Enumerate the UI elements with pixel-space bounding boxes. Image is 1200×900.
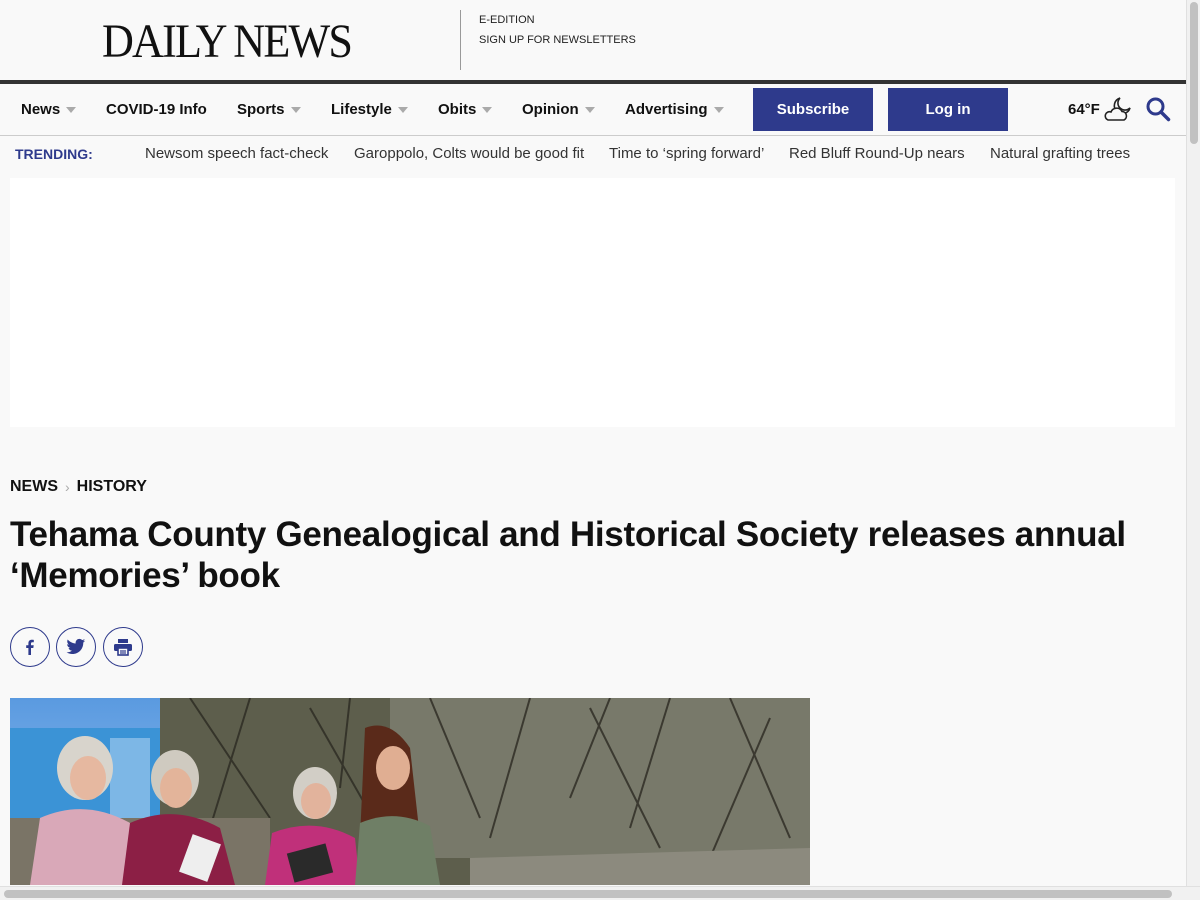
facebook-icon: [21, 638, 39, 656]
share-twitter-button[interactable]: [56, 627, 96, 667]
twitter-icon: [66, 638, 86, 656]
partly-cloudy-night-icon[interactable]: [1103, 95, 1133, 128]
newsletters-link[interactable]: SIGN UP FOR NEWSLETTERS: [479, 34, 636, 46]
nav-item-label: Advertising: [625, 101, 708, 118]
breadcrumb-history[interactable]: HISTORY: [76, 478, 147, 495]
site-logo[interactable]: DAILY NEWS: [102, 15, 352, 68]
main-nav: [0, 80, 1186, 136]
nav-item-label: Sports: [237, 101, 285, 118]
share-facebook-button[interactable]: [10, 627, 50, 667]
chevron-right-icon: ›: [65, 479, 70, 495]
breadcrumb-news[interactable]: NEWS: [10, 478, 58, 495]
chevron-down-icon: [585, 107, 595, 113]
nav-item-lifestyle[interactable]: [331, 101, 408, 118]
breadcrumb: [10, 478, 147, 496]
nav-item-covid[interactable]: [106, 101, 207, 118]
masthead-divider: [460, 10, 461, 70]
trending-link[interactable]: Time to ‘spring forward’: [609, 145, 765, 162]
nav-item-label: Obits: [438, 101, 477, 118]
ad-slot: [10, 178, 1175, 427]
trending-bar: [0, 136, 1186, 170]
nav-item-label: COVID-19 Info: [106, 101, 207, 118]
trending-link[interactable]: Red Bluff Round-Up nears: [789, 145, 965, 162]
nav-item-label: Lifestyle: [331, 101, 392, 118]
weather-temperature[interactable]: 64°F: [1068, 101, 1100, 118]
search-icon[interactable]: [1145, 96, 1171, 127]
nav-item-sports[interactable]: [237, 101, 301, 118]
vertical-scrollbar-thumb[interactable]: [1190, 2, 1198, 144]
e-edition-link[interactable]: E-EDITION: [479, 14, 535, 26]
nav-item-label: Opinion: [522, 101, 579, 118]
nav-item-advertising[interactable]: [625, 101, 724, 118]
chevron-down-icon: [398, 107, 408, 113]
article-photo[interactable]: [10, 698, 810, 885]
share-print-button[interactable]: [103, 627, 143, 667]
trending-link[interactable]: Newsom speech fact-check: [145, 145, 329, 162]
nav-item-label: News: [21, 101, 61, 118]
horizontal-scrollbar-thumb[interactable]: [4, 890, 1172, 898]
nav-item-obits[interactable]: [438, 101, 492, 118]
article-headline: Tehama County Genealogical and Historical Society releases annual ‘Memories’ book: [10, 515, 1126, 595]
trending-link[interactable]: Natural grafting trees: [990, 145, 1131, 162]
vertical-scrollbar[interactable]: [1186, 0, 1200, 888]
print-icon: [113, 638, 133, 656]
nav-item-opinion[interactable]: [522, 101, 595, 118]
horizontal-scrollbar[interactable]: [0, 886, 1200, 900]
chevron-down-icon: [714, 107, 724, 113]
trending-link[interactable]: Garoppolo, Colts would be good fit: [354, 145, 585, 162]
masthead: [0, 0, 1186, 80]
chevron-down-icon: [66, 107, 76, 113]
trending-label: TRENDING:: [15, 146, 93, 162]
chevron-down-icon: [482, 107, 492, 113]
chevron-down-icon: [291, 107, 301, 113]
login-button[interactable]: Log in: [888, 88, 1008, 131]
nav-item-news[interactable]: [21, 101, 76, 118]
subscribe-button[interactable]: Subscribe: [753, 88, 873, 131]
